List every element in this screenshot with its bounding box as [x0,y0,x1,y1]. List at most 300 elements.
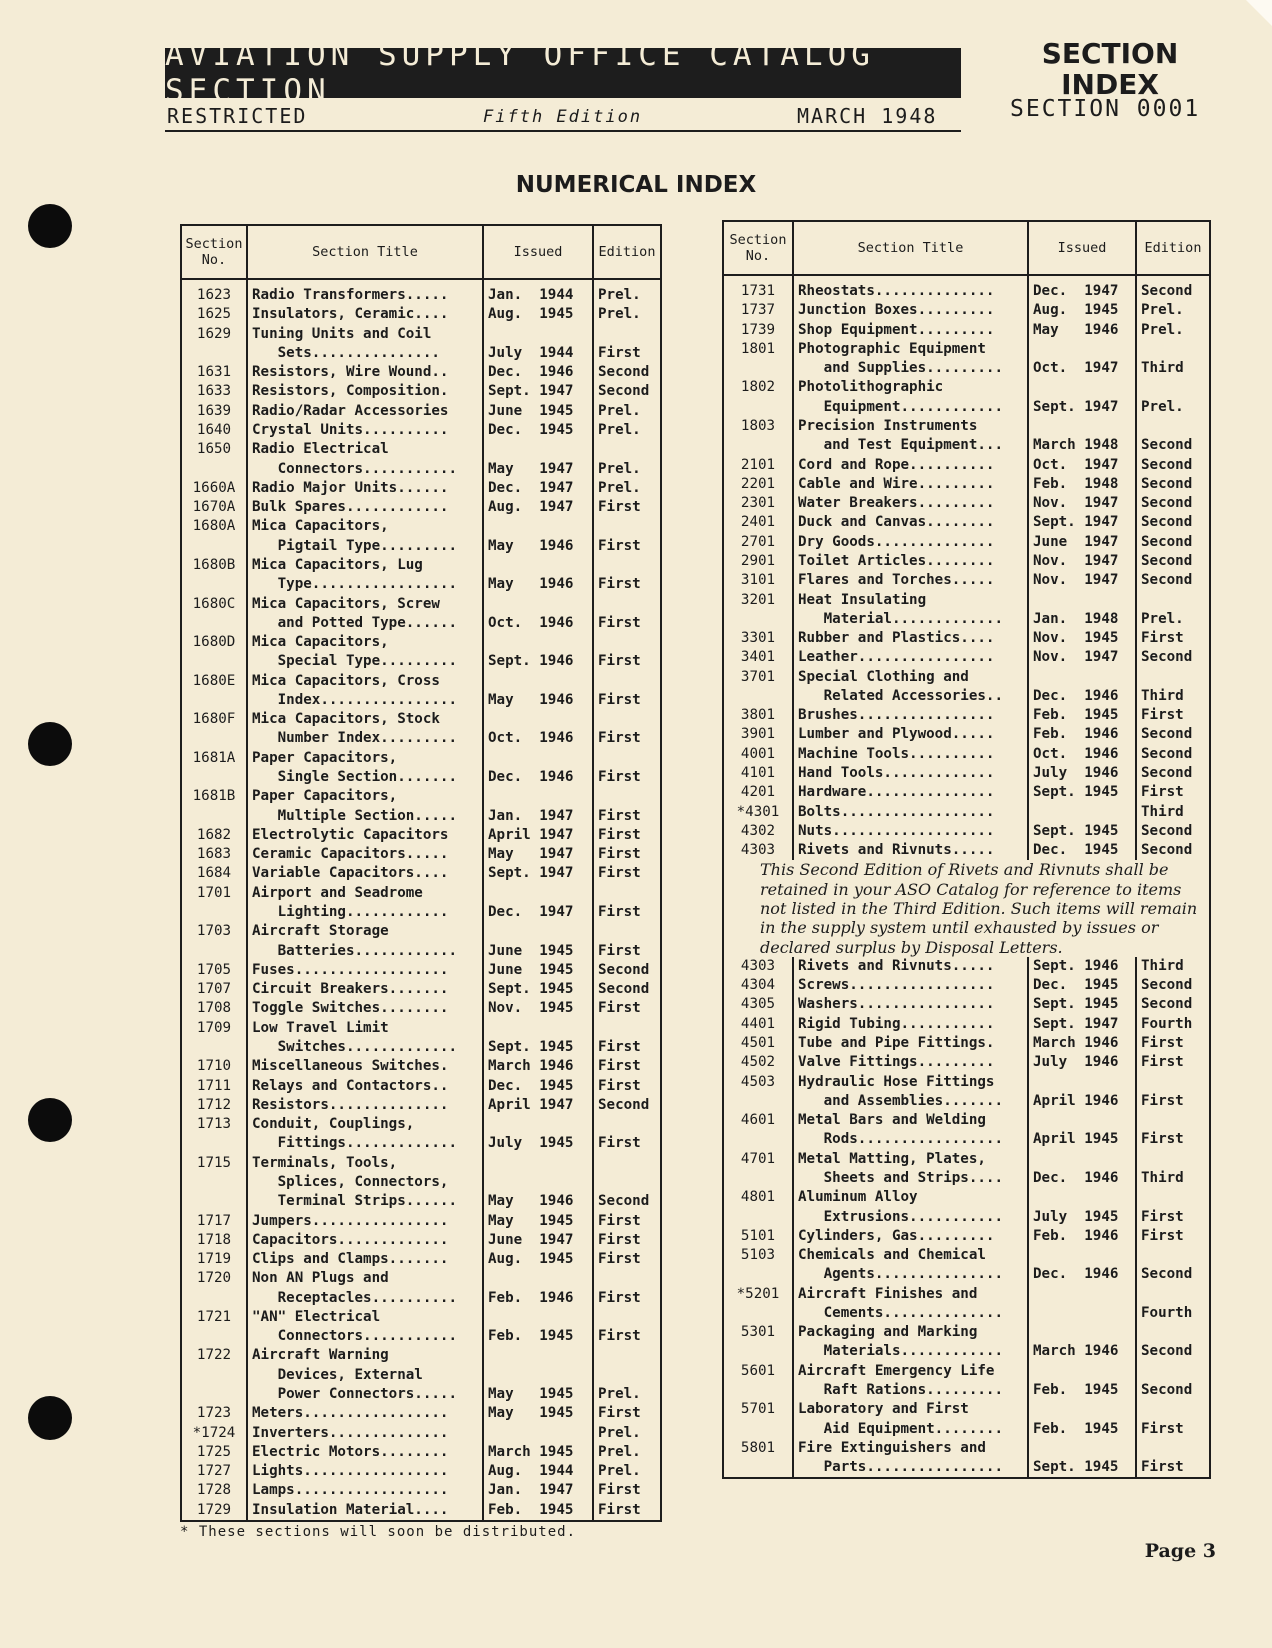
issued-cell: July 1945 [483,1115,593,1154]
title-line: Aircraft Warning [252,1347,389,1364]
section-number-cell: 1711 [196,1077,232,1094]
section-number-cell: 1712 [196,1096,232,1113]
section-number-cell: 5701 [740,1401,776,1418]
edition-cell: Fourth [1136,1285,1210,1324]
section-number-cell: 1680E [192,672,236,689]
section-title-cell [247,1057,483,1076]
numerical-index-table-right [722,220,1211,1479]
edition-cell: Prel. [1136,321,1210,340]
table-row [181,1231,661,1250]
title-line: Material............. [798,610,1003,627]
title-line: Aircraft Storage [252,923,389,940]
section-number-cell: 1722 [196,1347,232,1364]
table-row [181,864,661,883]
issued-cell: Sept. 1946 [483,633,593,672]
table-row [723,301,1210,320]
title-line: Junction Boxes......... [798,302,995,319]
title-line: Fittings............. [252,1135,457,1152]
section-number-cell: 3301 [740,630,776,647]
table-row [181,1346,661,1404]
section-title-cell [247,1250,483,1269]
edition-cell: First [593,999,661,1018]
section-number-cell: 1640 [196,421,232,438]
title-line: Rivets and Rivnuts..... [798,957,995,974]
issued-cell: June 1945 [483,402,593,421]
title-line: Rheostats.............. [798,283,995,299]
section-number-cell: 3401 [740,649,776,666]
title-line: Resistors.............. [252,1096,449,1113]
issued-cell: March 1948 [1028,417,1136,456]
section-number-cell: 5103 [740,1247,776,1264]
issued-cell: July 1945 [1028,1188,1136,1227]
title-line: Special Clothing and [798,668,969,685]
section-title-cell [793,841,1028,860]
edition-cell: Second [1136,456,1210,475]
title-line: Rigid Tubing........... [798,1015,995,1032]
section-number-cell: 1718 [196,1231,232,1248]
issued-cell: Dec. 1946 [1028,1150,1136,1189]
table-row [181,1212,661,1231]
edition-cell: First [1136,1111,1210,1150]
col-header-issued: Issued [1028,221,1136,275]
section-title-cell [247,595,483,634]
section-title-cell [793,552,1028,571]
title-line: Devices, External [252,1366,423,1383]
issued-cell: Feb. 1945 [483,1308,593,1347]
section-number-cell: 4201 [740,784,776,801]
section-title-cell [247,325,483,364]
edition-cell: First [593,1269,661,1308]
edition-cell: Prel. [593,402,661,421]
issued-cell: June 1947 [1028,533,1136,552]
section-title-cell [793,764,1028,783]
title-line: Radio Transformers..... [252,287,449,303]
table-row [181,1057,661,1076]
table-row [723,1227,1210,1246]
section-number-cell: 3901 [740,726,776,743]
table-row [723,976,1210,995]
section-title-cell [793,475,1028,494]
binder-hole [28,204,72,248]
edition-cell: First [1136,1188,1210,1227]
table-row [723,1150,1210,1189]
section-number-cell: 1723 [196,1405,232,1422]
edition-cell: Second [593,1154,661,1212]
col-header-section-title: Section Title [793,221,1028,275]
section-title-cell [793,301,1028,320]
edition-cell: Second [1136,648,1210,667]
section-number-cell: 1623 [196,287,232,303]
issued-cell: April 1947 [483,1096,593,1115]
issued-cell: Nov. 1947 [1028,648,1136,667]
title-line: Capacitors............. [252,1231,449,1248]
section-title-cell [793,1034,1028,1053]
title-line: Flares and Torches..... [798,572,995,589]
edition-cell: Second [1136,764,1210,783]
edition-cell: Prel. [593,1462,661,1481]
section-number-cell: 1683 [196,846,232,863]
title-line: Duck and Canvas........ [798,514,995,531]
title-line: Connectors........... [252,460,457,477]
issued-cell: March 1946 [1028,1323,1136,1362]
title-line: Variable Capacitors.... [252,865,449,882]
table-row [181,402,661,421]
section-title-cell [793,1323,1028,1362]
section-title-cell [793,1362,1028,1401]
issued-cell: Dec. 1946 [1028,1246,1136,1285]
section-title-cell [247,382,483,401]
title-line: Related Accessories.. [798,687,1003,704]
section-number-cell: 1731 [740,283,776,299]
section-title-cell [247,980,483,999]
title-line: Sets............... [252,344,440,361]
title-line: Shop Equipment......... [798,321,995,338]
issued-cell: May 1945 [483,1346,593,1404]
title-line: Crystal Units.......... [252,421,449,438]
section-title-cell [793,1150,1028,1189]
issued-cell: May 1946 [483,556,593,595]
table-row [723,1400,1210,1439]
section-title-cell [793,340,1028,379]
issued-cell: Aug. 1945 [483,1250,593,1269]
section-title-cell [793,1227,1028,1246]
table-row [181,633,661,672]
title-line: Valve Fittings......... [798,1054,995,1071]
title-line: Resistors, Composition. [252,383,449,400]
section-number-cell: 1708 [196,1000,232,1017]
title-line: Connectors........... [252,1328,457,1345]
edition-cell: First [1136,629,1210,648]
col-header-section-title: Section Title [247,225,483,279]
table-row [181,980,661,999]
section-number-cell: 1715 [196,1154,232,1171]
section-title-cell [793,725,1028,744]
title-line: Electrolytic Capacitors [252,826,449,843]
issued-cell: Dec. 1946 [483,363,593,382]
edition-cell: Third [1136,1150,1210,1189]
table-row [181,1019,661,1058]
table-row [181,325,661,364]
section-number-cell: 4305 [740,996,776,1013]
section-number-cell: *5201 [736,1285,780,1302]
section-title-cell [793,783,1028,802]
section-number-cell: 4801 [740,1189,776,1206]
col-header-section-no: Section No. [181,225,247,279]
issued-cell: Jan. 1947 [483,1481,593,1500]
table-row [723,1073,1210,1112]
section-number-cell: 1680C [192,595,236,612]
issued-cell: July 1946 [1028,764,1136,783]
issued-cell: Sept. 1947 [483,382,593,401]
section-number-cell: 1713 [196,1116,232,1133]
issued-cell: Jan. 1947 [483,787,593,826]
section-number-cell: 1801 [740,340,776,357]
edition-cell: Prel. [593,1443,661,1462]
edition-cell: First [593,517,661,556]
section-number-cell: 1721 [196,1308,232,1325]
section-title-cell [793,456,1028,475]
issued-cell: Dec. 1947 [483,479,593,498]
section-title-cell [793,745,1028,764]
table-row [181,517,661,556]
footnote: * These sections will soon be distributed. [180,1524,577,1540]
section-number-cell: 4601 [740,1112,776,1129]
section-title-cell [247,1404,483,1423]
edition-label: Fifth Edition [483,107,643,127]
section-title-cell [247,479,483,498]
title-line: Sheets and Strips.... [798,1169,1003,1186]
table-row [181,498,661,517]
table-row [723,340,1210,379]
edition-cell: First [593,1115,661,1154]
section-title-cell [247,279,483,305]
title-line: Mica Capacitors, Cross [252,672,440,689]
title-line: Fire Extinguishers and [798,1439,986,1456]
issued-cell: Sept. 1945 [1028,995,1136,1014]
title-line: Resistors, Wire Wound.. [252,364,449,381]
table-row [181,421,661,440]
edition-cell: First [593,1308,661,1347]
section-title-cell [247,1481,483,1500]
title-line: Terminals, Tools, [252,1154,398,1171]
section-title-cell [793,275,1028,301]
section-number-cell: 1710 [196,1058,232,1075]
title-line: Agents............... [798,1266,1003,1283]
page-number: Page 3 [1144,1540,1216,1562]
issued-cell: Oct. 1946 [1028,745,1136,764]
edition-cell: First [593,826,661,845]
edition-cell: First [593,1250,661,1269]
issued-cell: April 1946 [1028,1073,1136,1112]
title-line: Tuning Units and Coil [252,325,432,342]
section-title-cell [247,1019,483,1058]
edition-cell: First [593,595,661,634]
title-line: Fuses.................. [252,961,449,978]
section-number-cell: 1629 [196,325,232,342]
title-line: Hand Tools............. [798,765,995,782]
section-title-cell [247,1443,483,1462]
section-title-cell [247,1077,483,1096]
title-line: Airport and Seadrome [252,884,423,901]
section-title-cell [247,402,483,421]
table-row [181,440,661,479]
title-line: Rubber and Plastics.... [798,630,995,647]
edition-cell: Second [1136,571,1210,590]
section-title-cell [793,995,1028,1014]
section-number-cell: 4001 [740,745,776,762]
edition-cell: Prel. [1136,301,1210,320]
title-line: Dry Goods.............. [798,533,995,550]
page-heading: NUMERICAL INDEX [515,172,757,198]
title-line: Parts................ [798,1459,1003,1476]
issued-cell: Sept. 1947 [1028,378,1136,417]
issued-cell: Sept. 1946 [1028,957,1136,976]
title-line: Lights................. [252,1463,449,1480]
numerical-index-table-left [180,224,662,1522]
title-line: Relays and Contactors.. [252,1077,449,1094]
section-title-cell [247,1424,483,1443]
issued-cell: Dec. 1945 [1028,841,1136,860]
section-number-cell: 4501 [740,1034,776,1051]
table-row [181,305,661,324]
title-line: Electric Motors........ [252,1443,449,1460]
edition-cell: First [1136,1227,1210,1246]
section-number-cell: 1729 [196,1501,232,1518]
title-line: Mica Capacitors, [252,634,389,651]
table-row [723,745,1210,764]
table-row [723,841,1210,860]
title-line: and Test Equipment... [798,437,1003,454]
section-title-cell [793,1073,1028,1112]
title-line: Heat Insulating [798,591,927,608]
issued-cell: Dec. 1947 [483,884,593,923]
issued-cell: Sept. 1945 [1028,822,1136,841]
edition-cell: Second [593,961,661,980]
title-line: Aircraft Finishes and [798,1285,978,1302]
table-row [723,494,1210,513]
edition-cell: First [593,633,661,672]
table-row [181,595,661,634]
edition-cell: First [1136,1400,1210,1439]
section-number-cell: 1681B [192,788,236,805]
section-number-cell: 4701 [740,1150,776,1167]
section-number-cell: 4502 [740,1054,776,1071]
section-number-cell: 1639 [196,402,232,419]
edition-cell: First [1136,1439,1210,1479]
issued-cell: Dec. 1946 [483,749,593,788]
issued-cell: Feb. 1946 [1028,1227,1136,1246]
retention-note: This Second Edition of Rivets and Rivnuts shall be retained in your ASO Catalog for reference to items not listed in the Third Edition. Such items will remain in the supply system until exhausted by issues or declared surplus by Disposal Letters. [760,860,1198,957]
edition-cell: Second [1136,275,1210,301]
issued-cell: Oct. 1947 [1028,340,1136,379]
edition-cell: First [593,1019,661,1058]
section-number-cell: 5301 [740,1324,776,1341]
table-row [723,725,1210,744]
section-title-cell [793,513,1028,532]
title-line: Materials............ [798,1343,1003,1360]
title-line: Cord and Rope.......... [798,456,995,473]
section-title-cell [793,629,1028,648]
date-label: MARCH 1948 [797,104,938,128]
issued-cell: Nov. 1945 [483,999,593,1018]
title-line: Cylinders, Gas......... [798,1227,995,1244]
table-row [181,1404,661,1423]
section-title-cell [247,305,483,324]
issued-cell: Sept. 1945 [1028,1439,1136,1479]
edition-cell: Second [1136,725,1210,744]
section-number-cell: 1631 [196,364,232,381]
issued-cell: March 1945 [483,1443,593,1462]
edition-cell: Fourth [1136,1015,1210,1034]
title-line: Paper Capacitors, [252,788,398,805]
section-title-cell [247,922,483,961]
table-row [181,845,661,864]
section-number-cell: 1803 [740,417,776,434]
issued-cell: Feb. 1946 [1028,725,1136,744]
table-row [181,479,661,498]
title-line: Circuit Breakers....... [252,981,449,998]
table-row [181,672,661,711]
title-line: Ceramic Capacitors..... [252,846,449,863]
section-title-cell [793,1053,1028,1072]
section-number-cell: 4303 [740,957,776,974]
section-title-cell [793,957,1028,976]
section-title-cell [793,648,1028,667]
section-number-cell: 4302 [740,822,776,839]
edition-cell: First [593,749,661,788]
section-number-cell: 1680B [192,556,236,573]
table-row [723,803,1210,822]
issued-cell: June 1945 [483,961,593,980]
issued-cell: May 1947 [483,845,593,864]
edition-cell: Second [593,363,661,382]
section-title-cell [247,672,483,711]
title-line: Batteries............ [252,942,457,959]
table-row [723,533,1210,552]
edition-cell: Second [1136,841,1210,860]
table-row [181,884,661,923]
table-row [181,1096,661,1115]
table-row [723,1285,1210,1324]
edition-cell: Second [593,382,661,401]
table-row [181,1462,661,1481]
issued-cell: July 1946 [1028,1053,1136,1072]
table-row [723,1188,1210,1227]
title-line: Raft Rations......... [798,1382,1003,1399]
section-number-cell: 1719 [196,1251,232,1268]
section-title-cell [793,1285,1028,1324]
edition-cell: First [593,672,661,711]
section-title-cell [247,498,483,517]
edition-cell: Second [1136,475,1210,494]
header-subline [165,104,961,132]
table-header [723,221,1210,275]
table-row [723,764,1210,783]
table-row [181,999,661,1018]
section-number-cell: 1737 [740,302,776,319]
binder-hole [28,1396,72,1440]
section-number-cell: 1701 [196,884,232,901]
table-row [723,783,1210,802]
title-line: Chemicals and Chemical [798,1247,986,1264]
table-row [181,1250,661,1269]
issued-cell: Feb. 1945 [1028,1400,1136,1439]
note-row [723,860,1210,956]
issued-cell: May 1946 [1028,321,1136,340]
table-row [723,995,1210,1014]
table-row [181,1443,661,1462]
title-line: Aid Equipment........ [798,1420,1003,1437]
section-title-cell [247,884,483,923]
title-line: Nuts................... [798,822,995,839]
table-row [723,706,1210,725]
title-line: Index................ [252,691,457,708]
issued-cell: Dec. 1945 [1028,976,1136,995]
issued-cell: Nov. 1945 [1028,629,1136,648]
title-line: Leather................ [798,649,995,666]
col-header-edition: Edition [593,225,661,279]
section-number-cell: 3101 [740,572,776,589]
title-line: Radio Major Units...... [252,479,449,496]
title-line: Number Index......... [252,730,457,747]
edition-cell: Second [593,1096,661,1115]
col-header-edition: Edition [1136,221,1210,275]
section-number-cell: 1670A [192,499,236,516]
issued-cell: Feb. 1945 [1028,706,1136,725]
section-title-cell [793,591,1028,630]
title-line: "AN" Electrical [252,1308,381,1325]
title-line: Laboratory and First [798,1401,969,1418]
